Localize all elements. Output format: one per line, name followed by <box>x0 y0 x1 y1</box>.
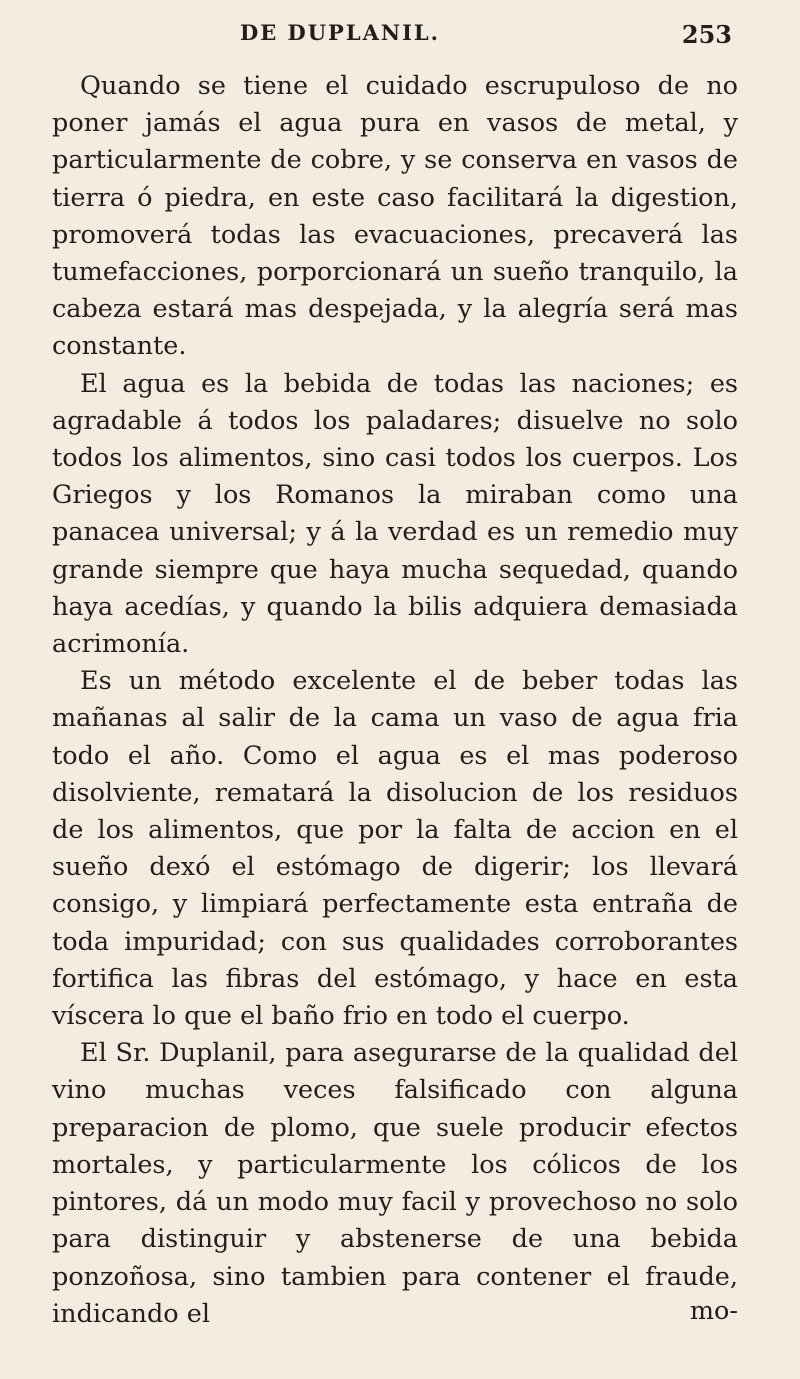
page-number: 253 <box>681 20 732 49</box>
paragraph-3: Es un método excelente el de beber todas las mañanas al salir de la cama un vaso de agua fria todo el año. Como el agua es el mas poderoso disolviente, rematará la disolucion de los residuos de los alimentos, que por la falta de accion en el sueño dexó el estómago de digerir; los llevará consigo, y limpiará perfectamente esta entraña de toda impuridad; con sus qualidades corroborantes fortifica las fibras del estómago, y hace en esta víscera lo que el baño frio en todo el cuerpo. <box>52 666 738 1032</box>
paragraph-2: El agua es la bebida de todas las naciones; es agradable á todos los paladares; disuelve no solo todos los alimentos, sino casi todos los cuerpos. Los Griegos y los Romanos la miraban como una panacea universal; y á la verdad es un remedio muy grande siempre que haya mucha sequedad, quando haya acedías, y quando la bilis adquiera demasiada acrimonía. <box>52 368 738 660</box>
body-text <box>52 68 738 1333</box>
catchword: mo- <box>689 1296 738 1326</box>
paragraph-4: El Sr. Duplanil, para asegurarse de la qualidad del vino muchas veces falsificado con alguna preparacion de plomo, que suele producir efectos mortales, y particularmente los cólicos de los pintores, dá un modo muy facil y provechoso no solo para distinguir y abstenerse de una bebida ponzoñosa, sino tambien para contener el fraude, indicando el <box>52 1038 738 1329</box>
paragraph-1: Quando se tiene el cuidado escrupuloso de no poner jamás el agua pura en vasos de metal, y particularmente de cobre, y se conserva en vasos de tierra ó piedra, en este caso facilitará la digestion, promoverá todas las evacuaciones, precaverá las tumefacciones, porporcionará un sueño tranquilo, la cabeza estará mas despejada, y la alegría será mas constante. <box>52 71 738 362</box>
running-title: DE DUPLANIL. <box>240 20 440 45</box>
running-head <box>240 20 732 54</box>
